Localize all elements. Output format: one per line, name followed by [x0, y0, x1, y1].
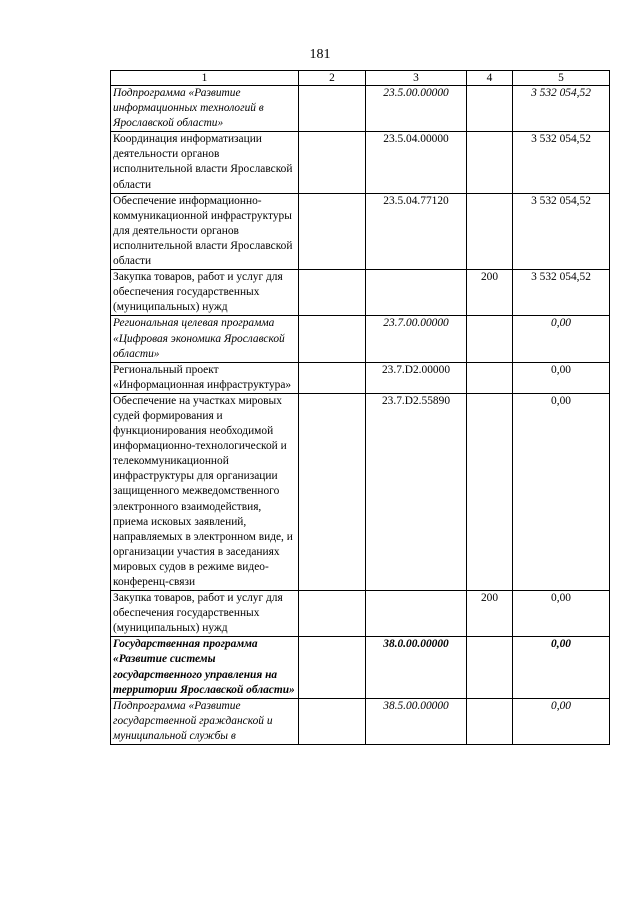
- row-amount: 3 532 054,52: [513, 193, 610, 269]
- row-code: [366, 270, 467, 316]
- table-row: [111, 362, 610, 393]
- table-row: [111, 193, 610, 269]
- budget-table: [110, 70, 610, 745]
- column-header-3: 3: [366, 71, 467, 86]
- row-name: Координация информатизации деятельности органов исполнительной власти Ярославской области: [111, 132, 299, 193]
- row-kind: [467, 393, 513, 590]
- row-code: 23.7.D2.00000: [366, 362, 467, 393]
- row-code: 38.0.00.00000: [366, 637, 467, 698]
- row-code: 23.5.04.77120: [366, 193, 467, 269]
- row-col2: [299, 393, 366, 590]
- row-col2: [299, 362, 366, 393]
- row-code: 23.5.00.00000: [366, 86, 467, 132]
- row-kind: 200: [467, 591, 513, 637]
- row-code: [366, 591, 467, 637]
- row-amount: 0,00: [513, 637, 610, 698]
- table-row: [111, 393, 610, 590]
- row-kind: [467, 193, 513, 269]
- row-kind: [467, 637, 513, 698]
- row-code: 23.7.00.00000: [366, 316, 467, 362]
- row-col2: [299, 698, 366, 744]
- table-row: [111, 698, 610, 744]
- row-kind: [467, 132, 513, 193]
- row-kind: [467, 698, 513, 744]
- row-kind: [467, 362, 513, 393]
- row-amount: 0,00: [513, 698, 610, 744]
- table-header-row: [111, 71, 610, 86]
- row-code: 23.5.04.00000: [366, 132, 467, 193]
- row-name: Подпрограмма «Развитие информационных технологий в Ярославской области»: [111, 86, 299, 132]
- row-name: Обеспечение информационно-коммуникационной инфраструктуры для деятельности органов исполнительной власти Ярославской области: [111, 193, 299, 269]
- row-name: Закупка товаров, работ и услуг для обеспечения государственных (муниципальных) нужд: [111, 270, 299, 316]
- row-amount: 0,00: [513, 393, 610, 590]
- table-row: [111, 270, 610, 316]
- row-kind: [467, 86, 513, 132]
- row-amount: 0,00: [513, 316, 610, 362]
- row-kind: [467, 316, 513, 362]
- row-kind: 200: [467, 270, 513, 316]
- page-number: 181: [309, 47, 331, 62]
- row-col2: [299, 193, 366, 269]
- row-code: 38.5.00.00000: [366, 698, 467, 744]
- row-name: Обеспечение на участках мировых судей формирования и функционирования необходимой информационно-технологической и телекоммуникационной инфраструктуры для организации защищенного межведомственного электронного взаимодействия, приема исковых заявлений, направляемых в электронном виде, и организации участия в заседаниях мировых судов в режиме видео-конференц-связи: [111, 393, 299, 590]
- row-amount: 3 532 054,52: [513, 86, 610, 132]
- row-col2: [299, 270, 366, 316]
- column-header-1: 1: [111, 71, 299, 86]
- table-row: [111, 86, 610, 132]
- row-col2: [299, 316, 366, 362]
- row-col2: [299, 132, 366, 193]
- table-row: [111, 637, 610, 698]
- column-header-5: 5: [513, 71, 610, 86]
- row-name: Государственная программа «Развитие системы государственного управления на территории Ярославской области»: [111, 637, 299, 698]
- row-col2: [299, 637, 366, 698]
- row-amount: 3 532 054,52: [513, 132, 610, 193]
- table-row: [111, 132, 610, 193]
- row-name: Региональная целевая программа «Цифровая экономика Ярославской области»: [111, 316, 299, 362]
- row-col2: [299, 591, 366, 637]
- row-name: Закупка товаров, работ и услуг для обеспечения государственных (муниципальных) нужд: [111, 591, 299, 637]
- row-name: Региональный проект «Информационная инфраструктура»: [111, 362, 299, 393]
- row-amount: 3 532 054,52: [513, 270, 610, 316]
- row-amount: 0,00: [513, 362, 610, 393]
- column-header-2: 2: [299, 71, 366, 86]
- row-amount: 0,00: [513, 591, 610, 637]
- row-code: 23.7.D2.55890: [366, 393, 467, 590]
- column-header-4: 4: [467, 71, 513, 86]
- row-name: Подпрограмма «Развитие государственной гражданской и муниципальной службы в: [111, 698, 299, 744]
- row-col2: [299, 86, 366, 132]
- table-row: [111, 591, 610, 637]
- table-row: [111, 316, 610, 362]
